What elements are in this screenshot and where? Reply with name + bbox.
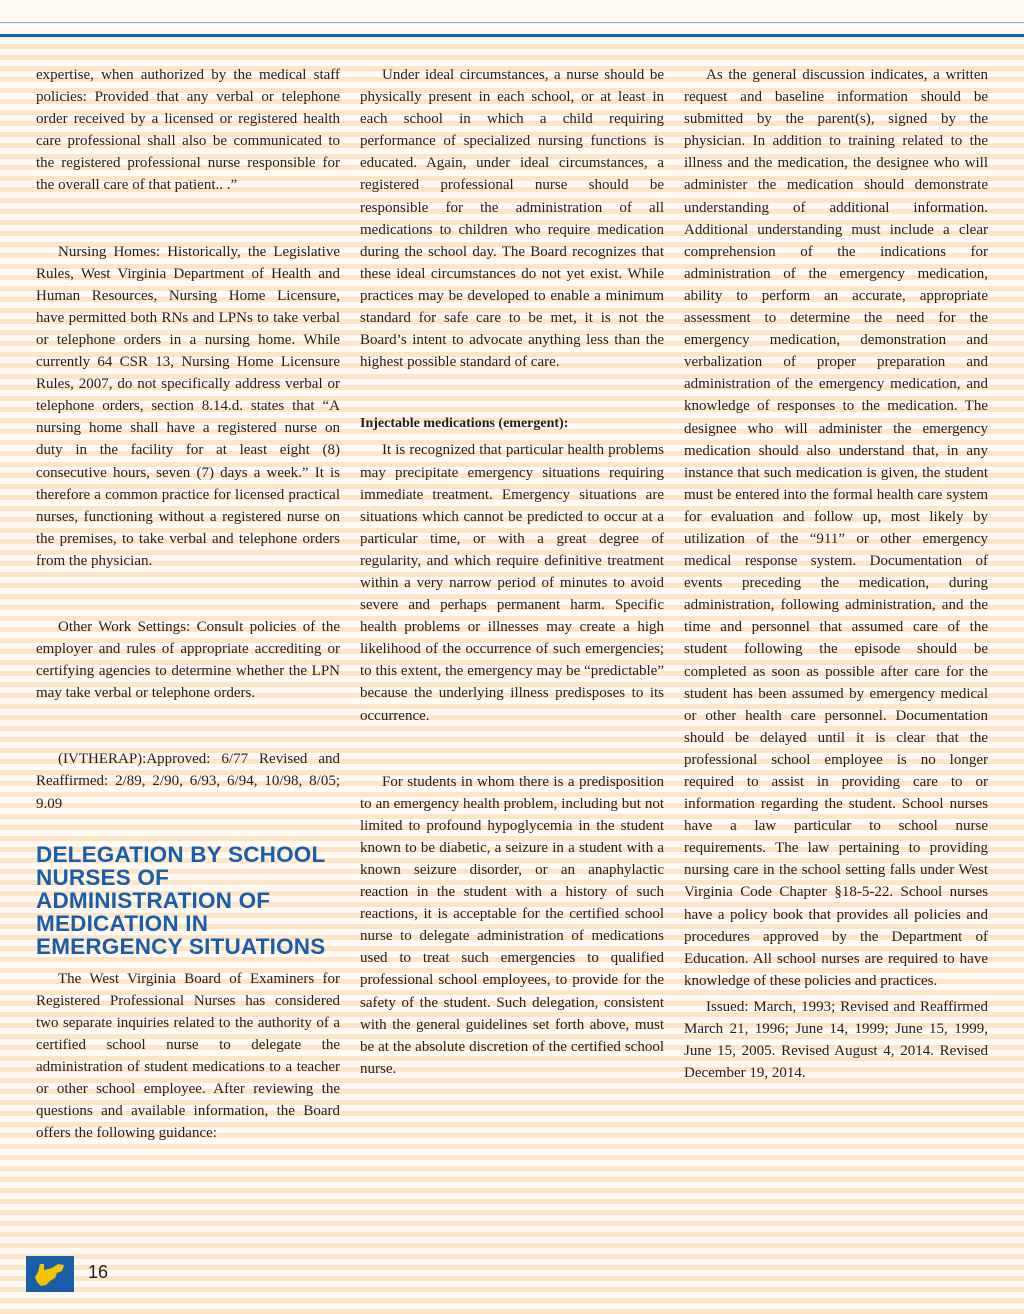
paragraph-ideal-circumstances: Under ideal circumstances, a nurse should be physically present in each school, or at least in each school in which a child requiring performance of specialized nursing functions is educated. Again, under ideal circumstances, a registered professional nurse should be responsible for the administration of all medications to children who require medication during the school day. The Board recognizes that these ideal circumstances do not yet exist. While practices may be developed to enable a minimum standard for safe care to be met, it is not the Board’s intent to advocate anything less than the highest possible standard of care. bbox=[360, 67, 664, 371]
page-number: 16 bbox=[88, 1262, 109, 1282]
paragraph-approval-history: (IVTHERAP):Approved: 6/77 Revised and Reaffirmed: 2/89, 2/90, 6/93, 6/94, 10/98, 8/05; 9.09 bbox=[36, 751, 340, 812]
paragraph-issued-dates: Issued: March, 1993; Revised and Reaffirmed March 21, 1996; June 14, 1999; June 15, 1999, June 15, 2005. Revised August 4, 2014. Revised December 19, 2014. bbox=[684, 998, 988, 1082]
column-right bbox=[684, 64, 988, 1084]
paragraph-designee-requirements: As the general discussion indicates, a written request and baseline information should be submitted by the parent(s), signed by the physician. In addition to training related to the illness and the medication, the designee who will administer the medication should demonstrate understanding of additional information. Additional understanding must include a clear comprehension of the indications for administration of the emergency medication, ability to perform an accurate, appropriate assessment to determine the need for the emergency medication, demonstration and verbalization of proper preparation and administration of the emergency medication, and knowledge of responses to the medication. The designee who will administer the emergency medication should also understand that, in any instance that such medication is given, the student must be entered into the formal health care system for evaluation and follow up, most likely by utilization of the “911” or other emergency medical response system. Documentation of events preceding the medication, during administration, following administration, and the time and personnel that assumed care of the student following the episode should be completed as soon as possible after care for the student has been assumed by emergency medical or other health care personnel. Documentation should be delayed until it is clear that the professional school employee is no longer required to assist in providing care to or information regarding the student. School nurses have a law particular to school nurse requirements. The law pertaining to providing nursing care in the school setting falls under West Virginia Code Chapter §18-5-22. School nurses have a policy book that provides all policies and procedures approved by the Department of Education. All school nurses are required to have knowledge of these policies and practices. bbox=[684, 67, 988, 989]
column-middle bbox=[360, 64, 664, 1080]
paragraph-predisposition: For students in whom there is a predisposition to an emergency health problem, including but not limited to profound hypoglycemia in the student known to be diabetic, a seizure in a student with a known seizure disorder, or an anaphylactic reaction in the student with a history of such reactions, it is acceptable for the certified school nurse to delegate administration of medications used to treat such emergencies to qualified professional school employees, to provide for the safety of the student. Such delegation, consistent with the general guidelines set forth above, must be at the absolute discretion of the certified school nurse. bbox=[360, 773, 664, 1077]
paragraph: expertise, when authorized by the medical staff policies: Provided that any verbal or telephone order received by a licensed or registered health care professional shall also be communicated to the registered professional nurse responsible for the overall care of that patient.. .” bbox=[36, 67, 340, 194]
section-title: DELEGATION BY SCHOOL NURSES OF ADMINISTRATION OF MEDICATION IN EMERGENCY SITUATIONS bbox=[36, 841, 326, 959]
subheading-injectable-medications: Injectable medications (emergent): bbox=[360, 416, 569, 432]
west-virginia-state-icon bbox=[26, 1256, 74, 1292]
paragraph-nursing-homes: Nursing Homes: Historically, the Legislative Rules, West Virginia Department of Health and Human Resources, Nursing Home Licensure, have permitted both RNs and LPNs to take verbal or telephone orders in a nursing home. While currently 64 CSR 13, Nursing Home Licensure Rules, 2007, do not specifically address verbal or telephone orders, section 8.14.d. states that “A nursing home shall have a registered nurse on duty in the facility for at least eight (8) consecutive hours, seven (7) days a week.” It is therefore a common practice for licensed practical nurses, functioning without a registered nurse on the premises, to take verbal and telephone orders from the physician. bbox=[36, 243, 340, 569]
column-left bbox=[36, 64, 340, 1144]
paragraph-emergency-situations: It is recognized that particular health problems may precipitate emergency situations requiring immediate treatment. Emergency situations are situations which cannot be predicted to occur at a particular time, or with a great degree of regularity, and which require definitive treatment within a very narrow period of minutes to avoid severe and perhaps permanent harm. Specific health problems or illnesses may create a high likelihood of the occurrence of such emergencies; to this extent, the emergency may be “predictable” because the underlying illness predisposes to its occurrence. bbox=[360, 442, 664, 724]
paragraph-other-work-settings: Other Work Settings: Consult policies of the employer and rules of appropriate accrediting or certifying agencies to determine whether the LPN may take verbal or telephone orders. bbox=[36, 618, 340, 702]
header-thin-line bbox=[0, 22, 1024, 23]
header-rule bbox=[0, 0, 1024, 37]
paragraph-intro: The West Virginia Board of Examiners for Registered Professional Nurses has considered two separate inquiries related to the authority of a certified school nurse to delegate the administration of student medications to a teacher or other school employee. After reviewing the questions and available information, the Board offers the following guidance: bbox=[36, 970, 340, 1142]
page-footer bbox=[26, 1256, 126, 1296]
